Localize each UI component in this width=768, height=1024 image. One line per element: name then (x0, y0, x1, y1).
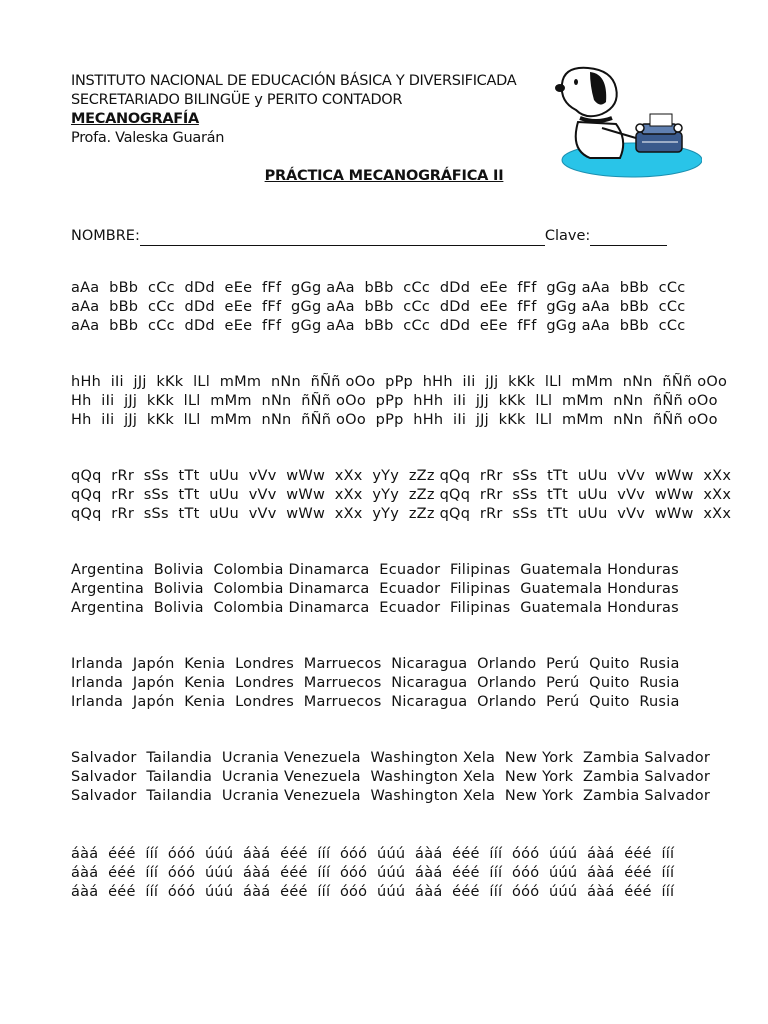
practice-line: aAa bBb cCc dDd eEe fFf gGg aAa bBb cCc dDd eEe fFf gGg aAa bBb cCc (71, 280, 686, 296)
practice-block-accents (71, 845, 711, 902)
subject-title: MECANOGRAFÍA (71, 111, 199, 127)
practice-block-qrs (71, 467, 732, 524)
program-name: SECRETARIADO BILINGÜE y PERITO CONTADOR (71, 92, 403, 108)
practice-line: Salvador Tailandia Ucrania Venezuela Washington Xela New York Zambia Salvador (71, 788, 711, 804)
practice-line: Irlanda Japón Kenia Londres Marruecos Nicaragua Orlando Perú Quito Rusia (71, 656, 680, 672)
name-label: NOMBRE: (71, 228, 140, 244)
practice-line: Hh iIi jJj kKk lLl mMm nNn ñÑñ oOo pPp hHh iIi jJj kKk lLl mMm nNn ñÑñ oOo (71, 412, 718, 428)
practice-line: áàá ééé ííí óóó úúú áàá ééé ííí óóó úúú áàá ééé ííí óóó úúú áàá ééé ííí (71, 846, 675, 862)
practice-line: qQq rRr sSs tTt uUu vVv wWw xXx yYy zZz qQq rRr sSs tTt uUu vVv wWw xXx (71, 468, 732, 484)
practice-line: hHh iIi jJj kKk lLl mMm nNn ñÑñ oOo pPp hHh iIi jJj kKk lLl mMm nNn ñÑñ oOo (71, 374, 728, 390)
clave-label: Clave: (544, 228, 591, 244)
practice-block-hijk (71, 373, 728, 430)
practice-title: PRÁCTICA MECANOGRÁFICA II (264, 168, 504, 184)
teacher-name: Profa. Valeska Guarán (71, 130, 225, 146)
practice-block-countries-s (71, 749, 711, 806)
practice-line: Irlanda Japón Kenia Londres Marruecos Nicaragua Orlando Perú Quito Rusia (71, 675, 680, 691)
student-info-row (71, 226, 671, 246)
practice-line: áàá ééé ííí óóó úúú áàá ééé ííí óóó úúú áàá ééé ííí óóó úúú áàá ééé ííí (71, 884, 675, 900)
practice-line: Irlanda Japón Kenia Londres Marruecos Nicaragua Orlando Perú Quito Rusia (71, 694, 680, 710)
snoopy-typewriter-icon (550, 58, 702, 180)
practice-line: qQq rRr sSs tTt uUu vVv wWw xXx yYy zZz qQq rRr sSs tTt uUu vVv wWw xXx (71, 506, 732, 522)
practice-line: Salvador Tailandia Ucrania Venezuela Washington Xela New York Zambia Salvador (71, 750, 711, 766)
clave-field[interactable] (590, 231, 667, 246)
practice-line: áàá ééé ííí óóó úúú áàá ééé ííí óóó úúú áàá ééé ííí óóó úúú áàá ééé ííí (71, 865, 675, 881)
practice-line: Salvador Tailandia Ucrania Venezuela Washington Xela New York Zambia Salvador (71, 769, 711, 785)
document-header (71, 72, 541, 148)
practice-line: Argentina Bolivia Colombia Dinamarca Ecuador Filipinas Guatemala Honduras (71, 600, 679, 616)
practice-line: aAa bBb cCc dDd eEe fFf gGg aAa bBb cCc dDd eEe fFf gGg aAa bBb cCc (71, 299, 686, 315)
practice-line: Argentina Bolivia Colombia Dinamarca Ecuador Filipinas Guatemala Honduras (71, 562, 679, 578)
practice-block-countries-i (71, 655, 711, 712)
practice-line: Hh iIi jJj kKk lLl mMm nNn ñÑñ oOo pPp hHh iIi jJj kKk lLl mMm nNn ñÑñ oOo (71, 393, 718, 409)
practice-block-countries-a (71, 561, 711, 618)
practice-line: aAa bBb cCc dDd eEe fFf gGg aAa bBb cCc dDd eEe fFf gGg aAa bBb cCc (71, 318, 686, 334)
practice-line: qQq rRr sSs tTt uUu vVv wWw xXx yYy zZz qQq rRr sSs tTt uUu vVv wWw xXx (71, 487, 732, 503)
practice-block-abc (71, 279, 711, 336)
institution-name: INSTITUTO NACIONAL DE EDUCACIÓN BÁSICA Y DIVERSIFICADA (71, 73, 517, 89)
name-field[interactable] (140, 231, 545, 246)
practice-line: Argentina Bolivia Colombia Dinamarca Ecuador Filipinas Guatemala Honduras (71, 581, 679, 597)
